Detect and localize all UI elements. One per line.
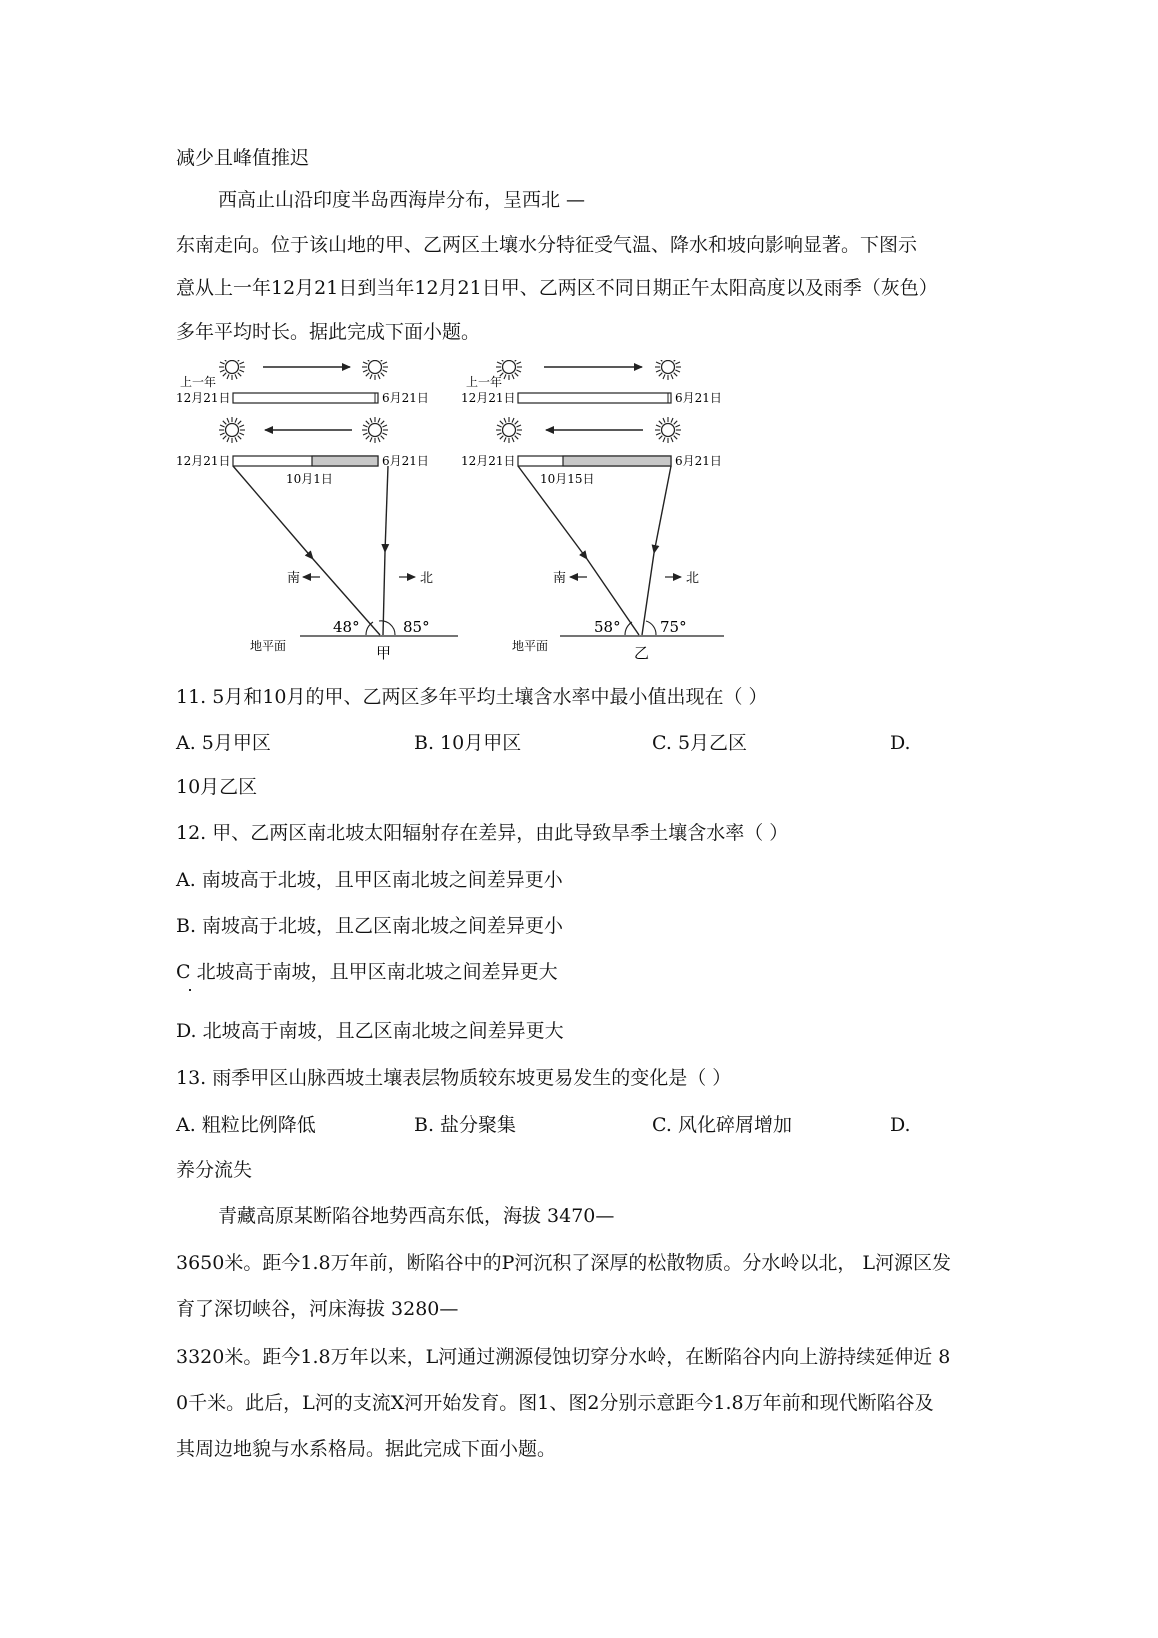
q12-option-c: C 北坡高于南坡，且甲区南北坡之间差异更大 xyxy=(176,961,558,983)
angle-south-value: 58° xyxy=(594,618,621,636)
dec21-top-label: 12月21日 xyxy=(176,391,231,405)
q11-option-b: B. 10月甲区 xyxy=(414,732,522,754)
site-label: 乙 xyxy=(634,644,650,660)
stray-dot xyxy=(189,989,191,991)
sun-icon xyxy=(362,417,388,443)
q12-stem: 12. 甲、乙两区南北坡太阳辐射存在差异，由此导致旱季土壤含水率（ ） xyxy=(176,822,789,844)
timeline-bar-top xyxy=(518,393,671,403)
jun21-top-label: 6月21日 xyxy=(382,391,429,405)
passage2-line2: 3650米。距今1.8万年前，断陷谷中的P河沉积了深厚的松散物质。分水岭以北， L河源区发 xyxy=(176,1252,952,1274)
q13-option-a: A. 粗粒比例降低 xyxy=(176,1114,316,1136)
sun-icon xyxy=(655,417,681,443)
ground-label: 地平面 xyxy=(250,639,287,653)
passage1-line3: 意从上一年12月21日到当年12月21日甲、乙两区不同日期正午太阳高度以及雨季（灰色） xyxy=(176,277,938,299)
rainy-season-bar xyxy=(563,456,671,466)
rain-start-label: 10月15日 xyxy=(540,472,595,486)
panel-jia xyxy=(176,360,458,660)
north-label: 北 xyxy=(686,571,700,586)
sun-icon xyxy=(219,360,245,380)
q13-option-d: D. xyxy=(890,1114,911,1136)
sun-icon xyxy=(655,360,681,380)
sun-angle-figure xyxy=(0,360,1158,660)
south-label: 南 xyxy=(287,571,301,586)
jun21-bottom-label: 6月21日 xyxy=(675,454,722,468)
sun-icon xyxy=(496,417,522,443)
passage1-line0: 减少且峰值推迟 xyxy=(176,147,310,169)
q11-option-d: D. xyxy=(890,732,911,754)
passage2-line6: 其周边地貌与水系格局。据此完成下面小题。 xyxy=(176,1438,557,1460)
q11-option-d-text: 10月乙区 xyxy=(176,776,258,798)
prev-year-label: 上一年 xyxy=(180,375,217,389)
panel-yi xyxy=(461,360,724,660)
q13-option-b: B. 盐分聚集 xyxy=(414,1114,517,1136)
q12-option-d: D. 北坡高于南坡，且乙区南北坡之间差异更大 xyxy=(176,1020,564,1042)
q13-option-d-text: 养分流失 xyxy=(176,1159,253,1181)
sun-icon xyxy=(219,417,245,443)
sun-icon xyxy=(362,360,388,380)
angle-north-value: 75° xyxy=(660,618,687,636)
passage2-line4: 3320米。距今1.8万年以来，L河通过溯源侵蚀切穿分水岭，在断陷谷内向上游持续延伸近 8 xyxy=(176,1346,951,1368)
passage2-line3: 育了深切峡谷，河床海拔 3280— xyxy=(176,1298,459,1320)
q12-option-b: B. 南坡高于北坡，且乙区南北坡之间差异更小 xyxy=(176,915,564,937)
rainy-season-bar xyxy=(312,456,378,466)
angle-north-value: 85° xyxy=(403,618,430,636)
q12-option-a: A. 南坡高于北坡，且甲区南北坡之间差异更小 xyxy=(176,869,563,891)
passage2-line1: 青藏高原某断陷谷地势西高东低，海拔 3470— xyxy=(218,1205,615,1227)
passage2-line5: 0千米。此后，L河的支流X河开始发育。图1、图2分别示意距今1.8万年前和现代断陷谷及 xyxy=(176,1392,934,1414)
site-label: 甲 xyxy=(376,644,392,660)
q11-option-c: C. 5月乙区 xyxy=(652,732,748,754)
north-label: 北 xyxy=(420,571,434,586)
timeline-bar-top xyxy=(233,393,378,403)
passage1-line1: 西高止山沿印度半岛西海岸分布，呈西北 — xyxy=(218,189,586,211)
jun21-bottom-label: 6月21日 xyxy=(382,454,429,468)
ground-label: 地平面 xyxy=(512,639,549,653)
rain-start-label: 10月1日 xyxy=(286,472,333,486)
passage1-line2: 东南走向。位于该山地的甲、乙两区土壤水分特征受气温、降水和坡向影响显著。下图示 xyxy=(176,234,918,256)
passage1-line4: 多年平均时长。据此完成下面小题。 xyxy=(176,321,481,343)
jun21-top-label: 6月21日 xyxy=(675,391,722,405)
q13-stem: 13. 雨季甲区山脉西坡土壤表层物质较东坡更易发生的变化是（ ） xyxy=(176,1067,732,1089)
south-label: 南 xyxy=(553,571,567,586)
dec21-bottom-label: 12月21日 xyxy=(176,454,231,468)
q13-option-c: C. 风化碎屑增加 xyxy=(652,1114,792,1136)
dec21-top-label: 12月21日 xyxy=(461,391,516,405)
q11-option-a: A. 5月甲区 xyxy=(176,732,271,754)
q11-stem: 11. 5月和10月的甲、乙两区多年平均土壤含水率中最小值出现在（ ） xyxy=(176,686,768,708)
angle-south-value: 48° xyxy=(333,618,360,636)
prev-year-label: 上一年 xyxy=(466,375,503,389)
dec21-bottom-label: 12月21日 xyxy=(461,454,516,468)
